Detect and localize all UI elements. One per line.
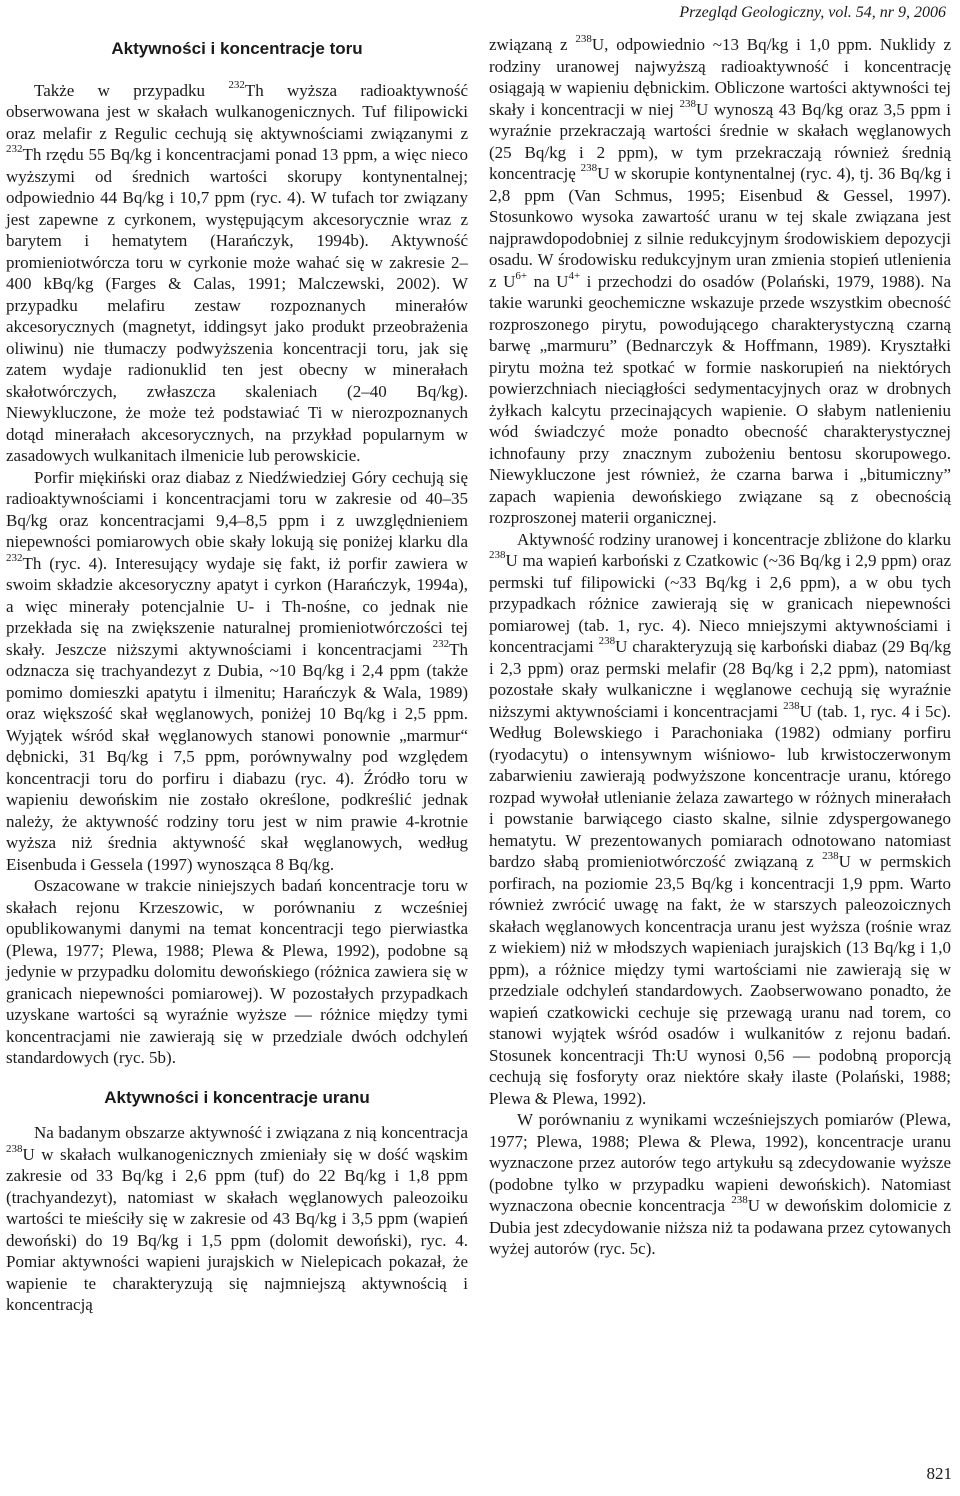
paragraph-continued: związaną z $^{238}$U, odpowiednio ~13 Bq/kg i 1,0 ppm. Nuklidy z rodziny uranowej najwyższą radioaktywność i koncentrację osiągają w wapieniu dębnickim. Obliczone wartości aktywności tej skały i koncentracji w niej $^{238}$U wynoszą 43 Bq/kg oraz 3,5 ppm i wyraźnie przekraczają wartości średnie w skałach węglanowych (25 Bq/kg i 2 ppm), w tym przekraczają również średnią koncentrację $^{238}$U w skorupie kontynentalnej (ryc. 4), tj. 36 Bq/kg i 2,8 ppm (Van Schmus, 1995; Eisenbud & Gessel, 1997). Stosunkowo wysoka zawartość uranu w tej skale związana jest najprawdopodobniej z silnie redukcyjnym środowiskiem depozycji osadu. W środowisku redukcyjnym uran zmienia stopień utlenienia z $U^{6+}$ na $U^{4+}$ i przechodzi do osadów (Polański, 1979, 1988). Na takie warunki geochemiczne wskazuje przede wszystkim obecność rozproszonego pirytu, powodującego charakterystyczną czarną barwę „marmuru” (Bednarczyk & Hoffmann, 1989). Kryształki pirytu można też spotkać w formie naskorupień na niektórych powierzchniach nieciągłości sedymentacyjnych oraz w drobnych żyłkach kalcytu przecinających wapienie. O słabym natlenieniu wód świadczyć może ponadto obecność charakterystycznej ichnofauny przy znacznym zubożeniu bentosu skorupowego. Niewykluczone jest również, że czarna barwa i „bitumiczny” zapach wapienia dewońskiego związane są z obecnością rozproszonej materii organicznej. (489, 33, 951, 527)
paragraph: Na badanym obszarze aktywność i związana z nią koncentracja $^{238}$U w skałach wulkanogenicznych zmieniały się w dość wąskim zakresie od 33 Bq/kg i 2,6 ppm (tuf) do 22 Bq/kg i 1,8 ppm (trachyandezyt), natomiast w skałach węglanowych paleozoiku wartości te mieściły się w zakresie od 43 Bq/kg i 3,5 ppm (wapień dewoński) do 19 Bq/kg i 1,5 ppm (dolomit dewoński), ryc. 4. Pomiar aktywności wapieni jurajskich w Nielepicach pokazał, że wapienie te charakteryzują się najmniejszą aktywnością i koncentracją (6, 1123, 468, 1314)
page-number: 821 (926, 1464, 952, 1483)
paragraph: Porfir miękiński oraz diabaz z Niedźwiedziej Góry cechują się radioaktywnościami i koncentracjami toru w zakresie od 40–35 Bq/kg oraz koncentracjami 9,4–8,5 ppm i z uwzględnieniem niepewności pomiarowych obie skały lokują się poniżej klarku dla $^{232}$Th (ryc. 4). Interesujący wydaje się fakt, iż porfir zawiera w swoim składzie akcesoryczny apatyt i cyrkon (Harańczyk, 1994a), a więc minerały potencjalnie U- i Th-nośne, co jednak nie przekłada się na zwiększenie naturalnej promieniotwórczości tej skały. Jeszcze niższymi aktywnościami i koncentracjami $^{232}$Th odznacza się trachyandezyt z Dubia, ~10 Bq/kg i 2,4 ppm (także pomimo domieszki apatytu i ilmenitu; Harańczyk & Wala, 1989) oraz większość skał węglanowych, poniżej 10 Bq/kg i 2,5 ppm. Wyjątek wśród skał węglanowych stanowi ponownie „marmur“ dębnicki, 31 Bq/kg i 7,5 ppm, porównywalny pod względem koncentracji toru do porfiru i diabazu (ryc. 4). Źródło toru w wapieniu dewońskim nie zostało określone, podkreślić jednak należy, że aktywność rodziny toru jest w nim prawie 4-krotnie wyższa niż średnia aktywność skał węglanowych, według Eisenbuda i Gessela (1997) wynosząca 8 Bq/kg. (6, 467, 468, 874)
paragraph: Oszacowane w trakcie niniejszych badań koncentracje toru w skałach rejonu Krzeszowic, w porównaniu z wcześniej opublikowanymi danymi na temat koncentracji tego pierwiastka (Plewa, 1977; Plewa, 1988; Plewa & Plewa, 1992), podobne są jedynie w przypadku dolomitu dewońskiego (różnica zawiera się w granicach niepewności pomiarowej). W pozostałych przypadkach uzyskane wartości są wyraźnie wyższe — różnice między tymi koncentracjami nie zawierają się w przedziale dwóch odchyleń standardowych (ryc. 5b). (6, 876, 468, 1067)
right-column (489, 34, 951, 1260)
journal-header: Przegląd Geologiczny, vol. 54, nr 9, 2006 (679, 4, 946, 21)
paragraph: Także w przypadku $^{232}$Th wyższa radioaktywność obserwowana jest w skałach wulkanogenicznych. Tuf filipowicki oraz melafir z Regulic cechują się aktywnościami związanymi z $^{232}$Th rzędu 55 Bq/kg i koncentracjami ponad 13 ppm, a więc nieco wyższymi od średnich wartości skorupy kontynentalnej; odpowiednio 44 Bq/kg i 10,7 ppm (ryc. 4). W tufach tor związany jest zapewne z cyrkonem, występującym akcesorycznie wraz z barytem i hematytem (Harańczyk, 1994b). Aktywność promieniotwórcza toru w cyrkonie może wahać się w zakresie 2–400 kBq/kg (Farges & Calas, 1991; Malczewski, 2002). W przypadku melafiru zestaw rozpoznanych minerałów akcesorycznych (magnetyt, iddingsyt jako produkt przeobrażenia oliwinu) nie tłumaczy podwyższenia koncentracji toru, jak się zatem wydaje radionuklid ten jest obecny w minerałach skałotwórczych, zwłaszcza skaleniach (2–40 Bq/kg). Niewykluczone, że może też podstawiać Ti w nierozpoznanych dotąd minerałach akcesorycznych, na przykład popularnym w zasadowych wulkanitach ilmenicie lub perowskicie. (6, 78, 468, 465)
left-column (6, 34, 468, 1316)
section-title-uranium: Aktywności i koncentracje uranu (104, 1087, 370, 1107)
paragraph: W porównaniu z wynikami wcześniejszych pomiarów (Plewa, 1977; Plewa, 1988; Plewa & Plewa, 1992), koncentracje uranu wyznaczone przez autorów tego artykułu są zdecydowanie wyższe (podobne tylko w przypadku wapieni dewońskich). Natomiast wyznaczona obecnie koncentracja $^{238}$U w dewońskim dolomicie z Dubia jest zdecydowanie niższa niż ta podawana przez cytowanych wyżej autorów (ryc. 5c). (489, 1110, 952, 1258)
section-title-thorium: Aktywności i koncentracje toru (111, 39, 363, 58)
paragraph: Aktywność rodziny uranowej i koncentracje zbliżone do klarku $^{238}$U ma wapień karboński z Czatkowic (~36 Bq/kg i 2,9 ppm) oraz permski tuf filipowicki (~33 Bq/kg i 2,6 ppm), a w obu tych przypadkach różnice zawierają się w granicach niepewności pomiarowej (tab. 1, ryc. 4). Nieco mniejszymi aktywnościami i koncentracjami $^{238}$U charakteryzują się karboński diabaz (29 Bq/kg i 2,3 ppm) oraz permski melafir (28 Bq/kg i 2,2 ppm), natomiast pozostałe skały wulkaniczne i węglanowe cechują się wyraźnie niższymi aktywnościami i koncentracjami $^{238}$U (tab. 1, ryc. 4 i 5c). Według Bolewskiego i Parachoniaka (1982) odmiany porfiru (ryodacytu) o intensywnym wiśniowo- lub krwistoczerwonym zabarwieniu zawierają podwyższone koncentracje uranu, którego rozpad wywołał utlenianie żelaza zawartego w różnych minerałach i powstanie barwiącego ciasto skalne, silnie zdyspergowanego hematytu. W prezentowanych pomiarach odnotowano natomiast bardzo słabą promieniotwórczość związaną z $^{238}$U w permskich porfirach, na poziomie 23,5 Bq/kg i koncentracji 1,9 ppm. Warto również zwrócić uwagę na fakt, że w starszych paleozoicznych skałach węglanowych koncentracja uranu jest wyższa (rośnie wraz z wiekiem) niż w młodszych wapieniach jurajskich (13 Bq/kg i 1,0 ppm), a różnice między tymi wartościami nie zawierają się w przedziale odchyleń standardowych. Zaobserwowano ponadto, że wapień czatkowicki cechuje się przewagą uranu nad torem, co stanowi wyjątek wśród osadów i wulkanitów z rejonu badań. Stosunek koncentracji Th:U wynosi 0,56 — podobną proporcją cechują się fosforyty oraz niektóre skały ilaste (Polański, 1988; Plewa & Plewa, 1992). (489, 529, 951, 1108)
